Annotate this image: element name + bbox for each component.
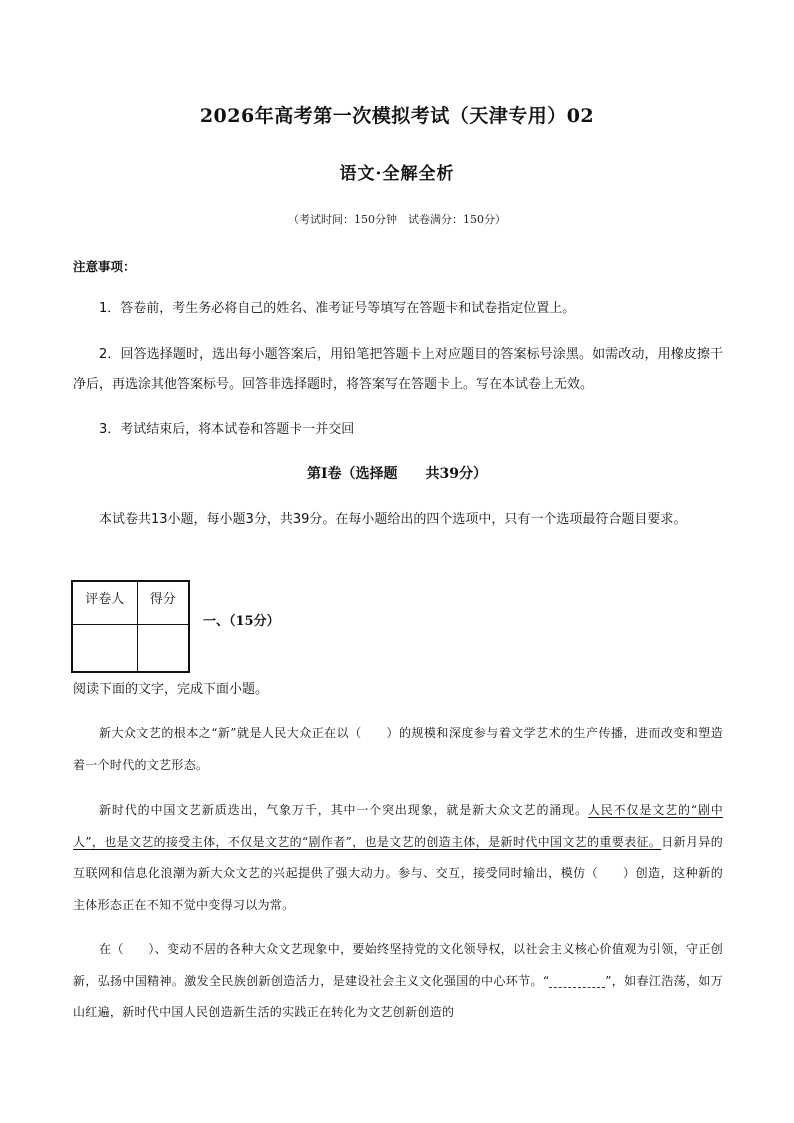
- notice-item-3: 3．考试结束后，将本试卷和答题卡一并交回: [99, 422, 355, 437]
- grader-cell: [72, 624, 137, 672]
- passage-paragraph-2: [73, 795, 723, 921]
- part-label: 一、（15分）: [203, 614, 280, 629]
- score-table: [71, 580, 190, 673]
- notice-item-2: 2．回答选择题时，选出每小题答案后，用铅笔把答题卡上对应题目的答案标号涂黑。如需改动，用橡皮擦干净后，再选涂其他答案标号。回答非选择题时，将答案写在答题卡上。写在本试卷上无效。: [73, 347, 723, 392]
- passage-p3-text-a: 在（ ）、变动不居的各种大众文艺现象中，要始终坚持党的文化领导权，以社会主义核心价值观为引领，守正创新，弘扬中国精神。激发全民族创新创造活力，是建设社会主义文化强国的中心环节。“: [73, 942, 723, 988]
- passage-paragraph-3: [73, 934, 723, 1029]
- score-table-header-score: 得分: [137, 581, 189, 624]
- page-title: 2026年高考第一次模拟考试（天津专用）02: [199, 105, 595, 127]
- section-intro: 本试卷共13小题，每小题3分，共39分。在每小题给出的四个选项中，只有一个选项最符合题目要求。: [99, 512, 687, 527]
- score-cell: [137, 624, 189, 672]
- blank-wavy-underline: [549, 973, 605, 988]
- section-title-right: 共39分）: [425, 466, 488, 482]
- page-subtitle: 语文·全解全析: [339, 164, 455, 184]
- passage-p2-text-a: 新时代的中国文艺新质迭出，气象万千，其中一个突出现象，就是新大众文艺的涌现。: [99, 803, 588, 817]
- section-title: [0, 463, 794, 483]
- section-title-left: 第Ⅰ卷（选择题: [306, 466, 398, 482]
- notice-heading: 注意事项：: [73, 259, 136, 274]
- notice-item-1: 1．答卷前，考生务必将自己的姓名、准考证号等填写在答题卡和试卷指定位置上。: [99, 301, 576, 316]
- passage-p3-text-b: ”，如春江浩荡，如万山红遍，新时代中国人民创造新生活的实践正在转化为文艺创新创造的: [73, 973, 723, 1019]
- passage-paragraph-1: 新大众文艺的根本之“新”就是人民大众正在以（ ）的规模和深度参与着文学艺术的生产传播，进而改变和塑造着一个时代的文艺形态。: [73, 726, 723, 772]
- exam-info: （考试时间：150分钟 试卷满分：150分）: [288, 213, 506, 226]
- passage-p2-underlined: 人民不仅是文艺的“剧中人”，也是文艺的接受主体，不仅是文艺的“剧作者”，也是文艺的创造主体，是新时代中国文艺的重要表征。: [73, 803, 723, 849]
- score-table-header-grader: 评卷人: [72, 581, 137, 624]
- passage-p2-text-b: 日新月异的互联网和信息化浪潮为新大众文艺的兴起提供了强大动力。参与、交互，接受同时输出，模仿（ ）创造，这种新的主体形态正在不知不觉中变得习以为常。: [73, 834, 723, 912]
- reading-instruction: 阅读下面的文字，完成下面小题。: [73, 682, 269, 697]
